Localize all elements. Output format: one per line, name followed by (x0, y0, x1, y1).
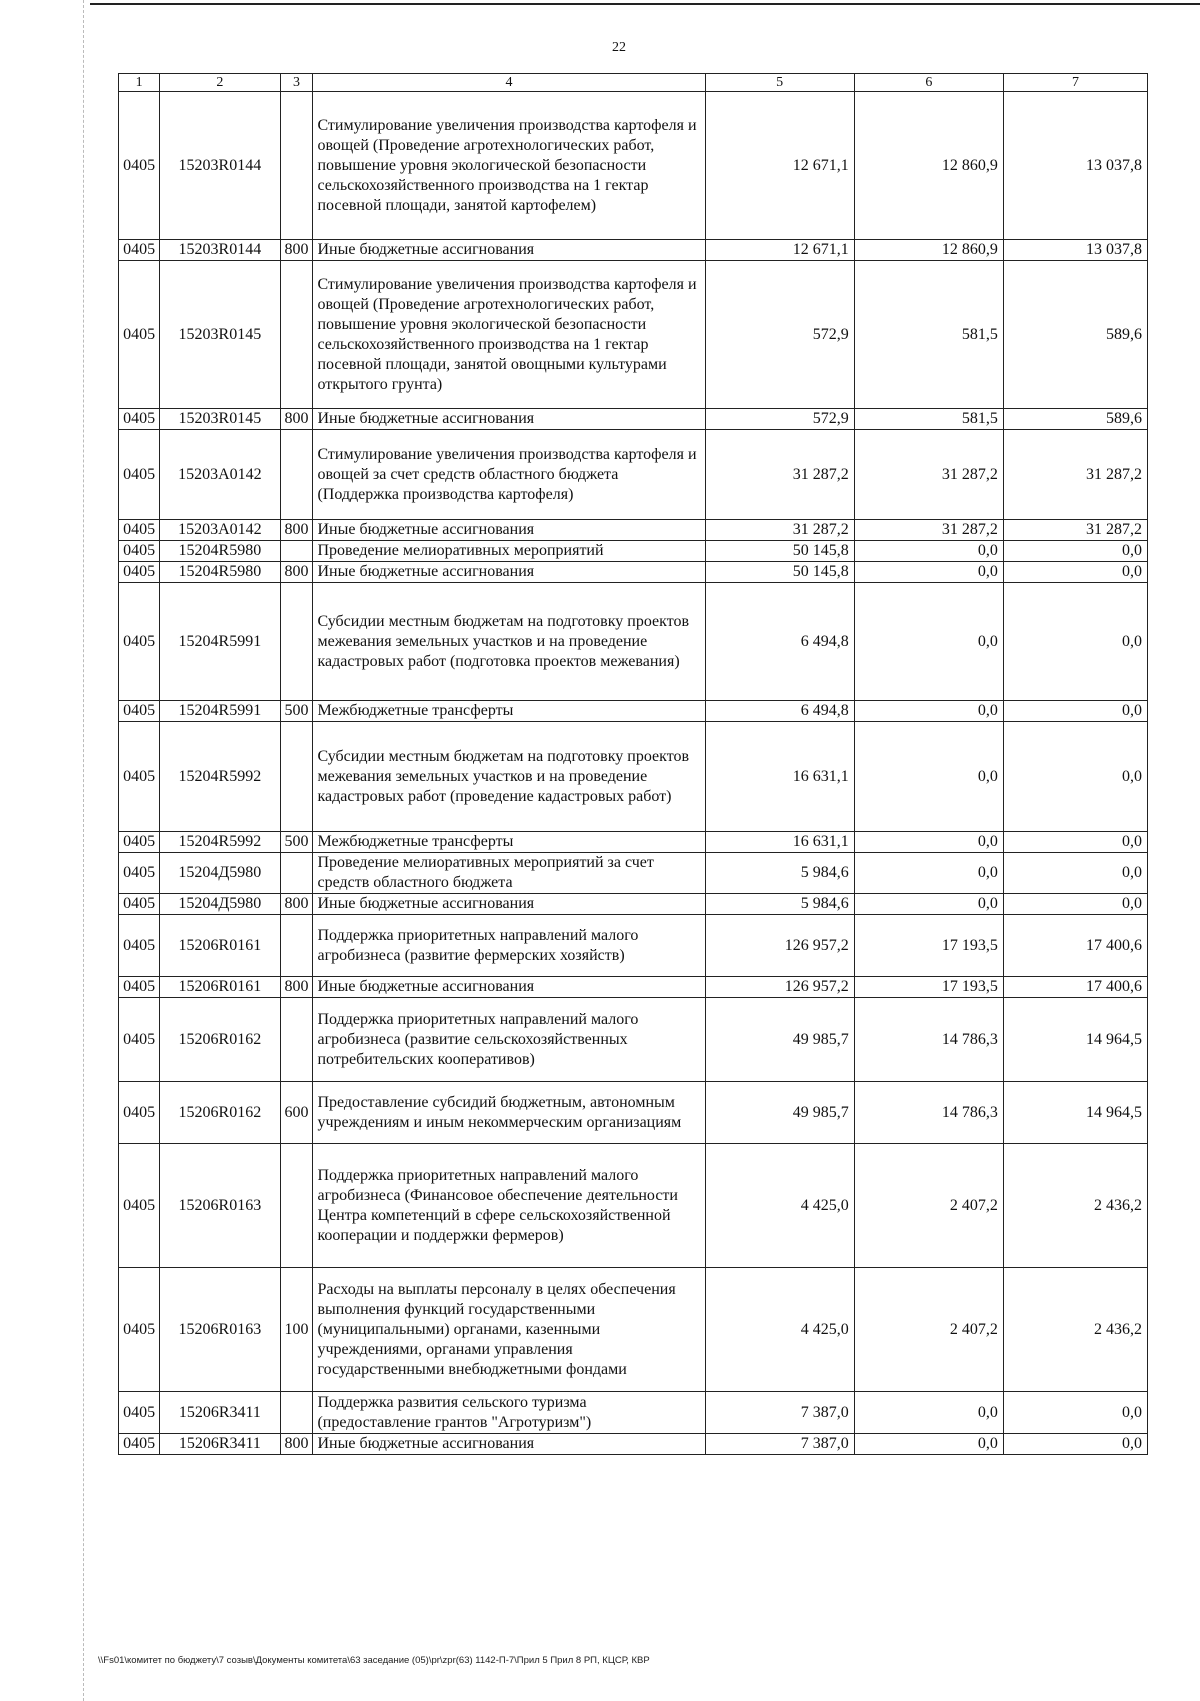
target-article-cell: 15203R0144 (160, 92, 280, 240)
section-code-cell: 0405 (119, 430, 160, 520)
table-row (119, 92, 1148, 240)
amount-col6-cell: 0,0 (854, 583, 1003, 701)
amount-col7-cell: 13 037,8 (1003, 92, 1147, 240)
amount-col6-cell: 31 287,2 (854, 430, 1003, 520)
amount-col7-cell: 0,0 (1003, 701, 1147, 722)
table-row (119, 583, 1148, 701)
table-row (119, 1268, 1148, 1392)
amount-col7-cell: 0,0 (1003, 853, 1147, 894)
amount-col6-cell: 0,0 (854, 853, 1003, 894)
amount-col6-cell: 31 287,2 (854, 520, 1003, 541)
description-cell: Расходы на выплаты персоналу в целях обеспечения выполнения функций государственными (муниципальными) органами, казенными учреждениями, органами управления государственными внебюджетными фондами (313, 1268, 705, 1392)
amount-col6-cell: 0,0 (854, 1434, 1003, 1455)
amount-col7-cell: 17 400,6 (1003, 915, 1147, 977)
description-cell: Иные бюджетные ассигнования (313, 240, 705, 261)
amount-col6-cell: 12 860,9 (854, 92, 1003, 240)
expense-type-cell (280, 583, 313, 701)
budget-table (118, 73, 1148, 1455)
amount-col7-cell: 0,0 (1003, 722, 1147, 832)
amount-col6-cell: 0,0 (854, 894, 1003, 915)
header-cell: 7 (1003, 74, 1147, 92)
amount-col7-cell: 13 037,8 (1003, 240, 1147, 261)
expense-type-cell: 800 (280, 1434, 313, 1455)
amount-col7-cell: 0,0 (1003, 541, 1147, 562)
amount-col6-cell: 2 407,2 (854, 1268, 1003, 1392)
description-cell: Иные бюджетные ассигнования (313, 409, 705, 430)
amount-col6-cell: 0,0 (854, 722, 1003, 832)
description-cell: Стимулирование увеличения производства картофеля и овощей (Проведение агротехнологических работ, повышение уровня экологической безопасности сельскохозяйственного производства на 1 гектар посевной площади, занятой овощными культурами открытого грунта) (313, 261, 705, 409)
amount-col5-cell: 12 671,1 (705, 92, 854, 240)
target-article-cell: 15204Д5980 (160, 853, 280, 894)
description-cell: Стимулирование увеличения производства картофеля и овощей (Проведение агротехнологических работ, повышение уровня экологической безопасности сельскохозяйственного производства на 1 гектар посевной площади, занятой картофелем) (313, 92, 705, 240)
section-code-cell: 0405 (119, 977, 160, 998)
amount-col5-cell: 5 984,6 (705, 853, 854, 894)
section-code-cell: 0405 (119, 998, 160, 1082)
expense-type-cell: 800 (280, 977, 313, 998)
target-article-cell: 15203R0145 (160, 409, 280, 430)
description-cell: Иные бюджетные ассигнования (313, 894, 705, 915)
table-row (119, 430, 1148, 520)
target-article-cell: 15206R0163 (160, 1144, 280, 1268)
description-cell: Межбюджетные трансферты (313, 832, 705, 853)
description-cell: Проведение мелиоративных мероприятий за счет средств областного бюджета (313, 853, 705, 894)
description-cell: Проведение мелиоративных мероприятий (313, 541, 705, 562)
amount-col5-cell: 12 671,1 (705, 240, 854, 261)
amount-col6-cell: 2 407,2 (854, 1144, 1003, 1268)
expense-type-cell (280, 853, 313, 894)
expense-type-cell (280, 430, 313, 520)
description-cell: Иные бюджетные ассигнования (313, 977, 705, 998)
target-article-cell: 15203R0144 (160, 240, 280, 261)
amount-col5-cell: 31 287,2 (705, 430, 854, 520)
amount-col5-cell: 572,9 (705, 261, 854, 409)
target-article-cell: 15204Д5980 (160, 894, 280, 915)
header-cell: 4 (313, 74, 705, 92)
table-row (119, 240, 1148, 261)
section-code-cell: 0405 (119, 853, 160, 894)
section-code-cell: 0405 (119, 915, 160, 977)
amount-col6-cell: 17 193,5 (854, 977, 1003, 998)
amount-col5-cell: 126 957,2 (705, 915, 854, 977)
amount-col5-cell: 50 145,8 (705, 562, 854, 583)
amount-col7-cell: 2 436,2 (1003, 1144, 1147, 1268)
left-margin-line (83, 0, 85, 1701)
section-code-cell: 0405 (119, 409, 160, 430)
footer-file-path: \\Fs01\комитет по бюджету\7 созыв\Документы комитета\63 заседание (05)\pr\zpr(63) 1142-П-7\Прил 5 Прил 8 РП, КЦСР, КВР (98, 1655, 650, 1666)
amount-col6-cell: 0,0 (854, 832, 1003, 853)
table-row (119, 701, 1148, 722)
amount-col6-cell: 14 786,3 (854, 998, 1003, 1082)
amount-col7-cell: 2 436,2 (1003, 1268, 1147, 1392)
amount-col7-cell: 31 287,2 (1003, 430, 1147, 520)
description-cell: Иные бюджетные ассигнования (313, 520, 705, 541)
target-article-cell: 15206R3411 (160, 1434, 280, 1455)
target-article-cell: 15204R5991 (160, 583, 280, 701)
amount-col5-cell: 16 631,1 (705, 832, 854, 853)
top-border-line (90, 3, 1200, 5)
amount-col6-cell: 14 786,3 (854, 1082, 1003, 1144)
amount-col7-cell: 14 964,5 (1003, 998, 1147, 1082)
amount-col6-cell: 0,0 (854, 701, 1003, 722)
expense-type-cell (280, 998, 313, 1082)
amount-col5-cell: 7 387,0 (705, 1434, 854, 1455)
amount-col5-cell: 572,9 (705, 409, 854, 430)
amount-col5-cell: 126 957,2 (705, 977, 854, 998)
section-code-cell: 0405 (119, 92, 160, 240)
description-cell: Предоставление субсидий бюджетным, автономным учреждениям и иным некоммерческим организациям (313, 1082, 705, 1144)
table-row (119, 1434, 1148, 1455)
table-row (119, 1144, 1148, 1268)
expense-type-cell (280, 261, 313, 409)
amount-col5-cell: 16 631,1 (705, 722, 854, 832)
amount-col7-cell: 14 964,5 (1003, 1082, 1147, 1144)
amount-col7-cell: 589,6 (1003, 261, 1147, 409)
section-code-cell: 0405 (119, 261, 160, 409)
expense-type-cell (280, 1144, 313, 1268)
section-code-cell: 0405 (119, 722, 160, 832)
description-cell: Поддержка приоритетных направлений малого агробизнеса (развитие сельскохозяйственных потребительских кооперативов) (313, 998, 705, 1082)
amount-col5-cell: 4 425,0 (705, 1268, 854, 1392)
section-code-cell: 0405 (119, 1268, 160, 1392)
section-code-cell: 0405 (119, 832, 160, 853)
section-code-cell: 0405 (119, 240, 160, 261)
amount-col5-cell: 4 425,0 (705, 1144, 854, 1268)
amount-col6-cell: 581,5 (854, 409, 1003, 430)
description-cell: Поддержка приоритетных направлений малого агробизнеса (развитие фермерских хозяйств) (313, 915, 705, 977)
target-article-cell: 15204R5991 (160, 701, 280, 722)
expense-type-cell: 800 (280, 240, 313, 261)
section-code-cell: 0405 (119, 1144, 160, 1268)
table-row (119, 520, 1148, 541)
description-cell: Иные бюджетные ассигнования (313, 1434, 705, 1455)
expense-type-cell (280, 1392, 313, 1434)
amount-col5-cell: 6 494,8 (705, 583, 854, 701)
description-cell: Стимулирование увеличения производства картофеля и овощей за счет средств областного бюджета (Поддержка производства картофеля) (313, 430, 705, 520)
description-cell: Субсидии местным бюджетам на подготовку проектов межевания земельных участков и на проведение кадастровых работ (проведение кадастровых работ) (313, 722, 705, 832)
table-row (119, 261, 1148, 409)
amount-col7-cell: 589,6 (1003, 409, 1147, 430)
table-row (119, 1082, 1148, 1144)
section-code-cell: 0405 (119, 1082, 160, 1144)
target-article-cell: 15204R5980 (160, 562, 280, 583)
expense-type-cell: 800 (280, 409, 313, 430)
description-cell: Межбюджетные трансферты (313, 701, 705, 722)
target-article-cell: 15206R0163 (160, 1268, 280, 1392)
expense-type-cell (280, 915, 313, 977)
expense-type-cell: 600 (280, 1082, 313, 1144)
table-row (119, 541, 1148, 562)
table-row (119, 915, 1148, 977)
section-code-cell: 0405 (119, 541, 160, 562)
section-code-cell: 0405 (119, 583, 160, 701)
target-article-cell: 15206R0162 (160, 1082, 280, 1144)
section-code-cell: 0405 (119, 894, 160, 915)
target-article-cell: 15203A0142 (160, 430, 280, 520)
amount-col7-cell: 0,0 (1003, 562, 1147, 583)
amount-col5-cell: 7 387,0 (705, 1392, 854, 1434)
amount-col6-cell: 0,0 (854, 1392, 1003, 1434)
amount-col6-cell: 17 193,5 (854, 915, 1003, 977)
amount-col7-cell: 17 400,6 (1003, 977, 1147, 998)
table-header-row (119, 74, 1148, 92)
section-code-cell: 0405 (119, 701, 160, 722)
amount-col7-cell: 0,0 (1003, 894, 1147, 915)
target-article-cell: 15204R5992 (160, 832, 280, 853)
amount-col7-cell: 0,0 (1003, 1434, 1147, 1455)
expense-type-cell: 800 (280, 562, 313, 583)
amount-col7-cell: 0,0 (1003, 583, 1147, 701)
amount-col7-cell: 0,0 (1003, 1392, 1147, 1434)
target-article-cell: 15204R5992 (160, 722, 280, 832)
target-article-cell: 15203A0142 (160, 520, 280, 541)
target-article-cell: 15206R0161 (160, 915, 280, 977)
expense-type-cell: 500 (280, 701, 313, 722)
amount-col7-cell: 31 287,2 (1003, 520, 1147, 541)
expense-type-cell (280, 722, 313, 832)
amount-col7-cell: 0,0 (1003, 832, 1147, 853)
table-row (119, 1392, 1148, 1434)
amount-col6-cell: 0,0 (854, 562, 1003, 583)
section-code-cell: 0405 (119, 1392, 160, 1434)
description-cell: Субсидии местным бюджетам на подготовку проектов межевания земельных участков и на проведение кадастровых работ (подготовка проектов межевания) (313, 583, 705, 701)
section-code-cell: 0405 (119, 1434, 160, 1455)
amount-col5-cell: 31 287,2 (705, 520, 854, 541)
target-article-cell: 15204R5980 (160, 541, 280, 562)
amount-col6-cell: 0,0 (854, 541, 1003, 562)
table-row (119, 722, 1148, 832)
expense-type-cell: 800 (280, 520, 313, 541)
target-article-cell: 15203R0145 (160, 261, 280, 409)
expense-type-cell: 800 (280, 894, 313, 915)
amount-col5-cell: 49 985,7 (705, 998, 854, 1082)
section-code-cell: 0405 (119, 520, 160, 541)
header-cell: 5 (705, 74, 854, 92)
header-cell: 3 (280, 74, 313, 92)
amount-col5-cell: 50 145,8 (705, 541, 854, 562)
table-row (119, 832, 1148, 853)
amount-col5-cell: 5 984,6 (705, 894, 854, 915)
amount-col5-cell: 49 985,7 (705, 1082, 854, 1144)
table-row (119, 998, 1148, 1082)
amount-col6-cell: 12 860,9 (854, 240, 1003, 261)
table-row (119, 409, 1148, 430)
section-code-cell: 0405 (119, 562, 160, 583)
target-article-cell: 15206R0162 (160, 998, 280, 1082)
table-row (119, 562, 1148, 583)
amount-col5-cell: 6 494,8 (705, 701, 854, 722)
amount-col6-cell: 581,5 (854, 261, 1003, 409)
description-cell: Иные бюджетные ассигнования (313, 562, 705, 583)
table-row (119, 853, 1148, 894)
target-article-cell: 15206R3411 (160, 1392, 280, 1434)
description-cell: Поддержка приоритетных направлений малого агробизнеса (Финансовое обеспечение деятельности Центра компетенций в сфере сельскохозяйственной кооперации и поддержки фермеров) (313, 1144, 705, 1268)
expense-type-cell: 100 (280, 1268, 313, 1392)
expense-type-cell (280, 92, 313, 240)
expense-type-cell (280, 541, 313, 562)
header-cell: 1 (119, 74, 160, 92)
expense-type-cell: 500 (280, 832, 313, 853)
table-row (119, 894, 1148, 915)
page-number: 22 (612, 40, 626, 55)
table-row (119, 977, 1148, 998)
target-article-cell: 15206R0161 (160, 977, 280, 998)
header-cell: 2 (160, 74, 280, 92)
header-cell: 6 (854, 74, 1003, 92)
description-cell: Поддержка развития сельского туризма (предоставление грантов "Агротуризм") (313, 1392, 705, 1434)
